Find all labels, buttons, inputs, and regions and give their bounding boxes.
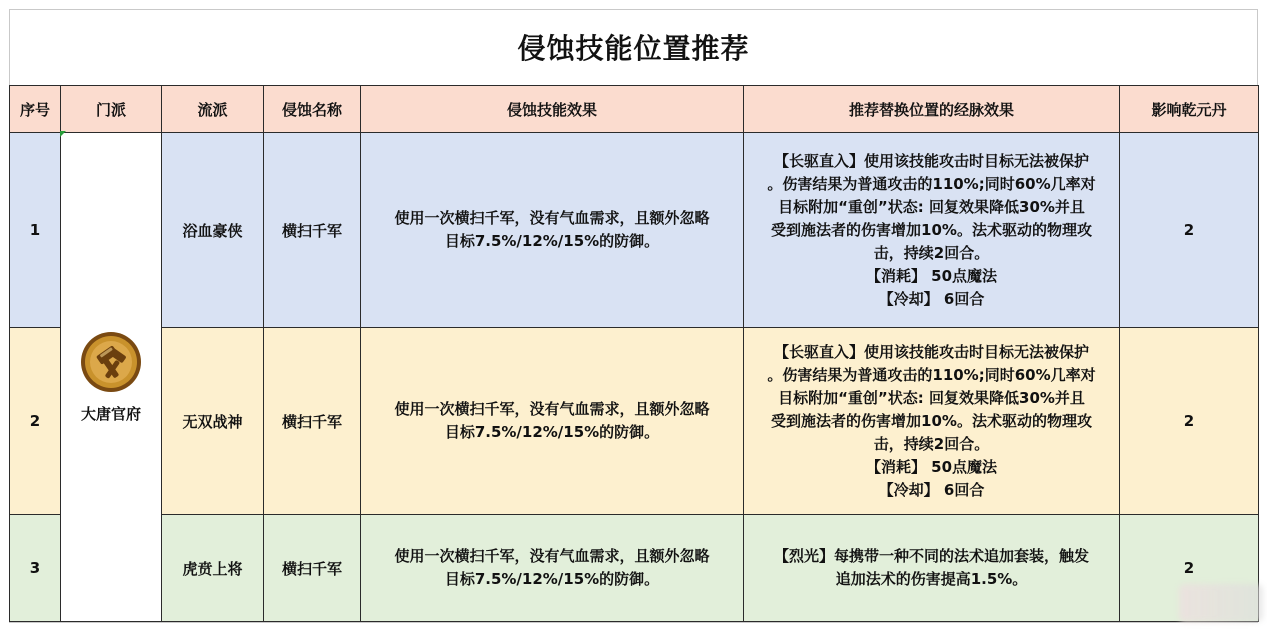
row-meridian-effect: 【长驱直入】使用该技能攻击时目标无法被保护 。伤害结果为普通攻击的110%;同时60%几率对 目标附加“重创”状态: 回复效果降低30%并且 受到施法者的伤害增加10%。法术驱动的物理攻 击，持续2回合。 【消耗】 50点魔法 【冷却】 6回合 <box>744 328 1120 515</box>
header-skill-effect: 侵蚀技能效果 <box>361 86 744 133</box>
header-meridian-effect: 推荐替换位置的经脉效果 <box>744 86 1120 133</box>
header-school: 流派 <box>162 86 264 133</box>
row-skill-effect: 使用一次横扫千军，没有气血需求，且额外忽略 目标7.5%/12%/15%的防御。 <box>361 515 744 622</box>
row-school: 无双战神 <box>162 328 264 515</box>
row-skill-effect: 使用一次横扫千军，没有气血需求，且额外忽略 目标7.5%/12%/15%的防御。 <box>361 328 744 515</box>
header-skill-name: 侵蚀名称 <box>264 86 361 133</box>
table-row <box>10 515 1259 622</box>
row-index: 1 <box>10 133 61 328</box>
header-row <box>10 86 1259 133</box>
row-qianyuan: 2 <box>1120 133 1259 328</box>
sect-cell <box>61 133 162 622</box>
row-skill-name: 横扫千军 <box>264 328 361 515</box>
row-qianyuan: 2 <box>1120 328 1259 515</box>
header-qianyuan: 影响乾元丹 <box>1120 86 1259 133</box>
crossed-hammer-emblem-icon <box>80 331 142 393</box>
cell-comment-marker <box>60 131 66 137</box>
sect-name: 大唐官府 <box>80 404 141 423</box>
row-meridian-effect: 【长驱直入】使用该技能攻击时目标无法被保护 。伤害结果为普通攻击的110%;同时60%几率对 目标附加“重创”状态: 回复效果降低30%并且 受到施法者的伤害增加10%。法术驱动的物理攻 击，持续2回合。 【消耗】 50点魔法 【冷却】 6回合 <box>744 133 1120 328</box>
table-row <box>10 328 1259 515</box>
row-skill-name: 横扫千军 <box>264 515 361 622</box>
row-school: 浴血豪侠 <box>162 133 264 328</box>
row-skill-name: 横扫千军 <box>264 133 361 328</box>
watermark-blur <box>1179 584 1263 622</box>
row-school: 虎贲上将 <box>162 515 264 622</box>
row-meridian-effect: 【烈光】每携带一种不同的法术追加套装，触发 追加法术的伤害提高1.5%。 <box>744 515 1120 622</box>
recommendation-table <box>9 85 1259 622</box>
row-index: 2 <box>10 328 61 515</box>
row-index: 3 <box>10 515 61 622</box>
page-title: 侵蚀技能位置推荐 <box>517 32 750 65</box>
header-sect: 门派 <box>61 86 162 133</box>
table-row <box>10 133 1259 328</box>
header-index: 序号 <box>10 86 61 133</box>
row-qianyuan: 2 <box>1120 515 1259 622</box>
row-skill-effect: 使用一次横扫千军，没有气血需求，且额外忽略 目标7.5%/12%/15%的防御。 <box>361 133 744 328</box>
